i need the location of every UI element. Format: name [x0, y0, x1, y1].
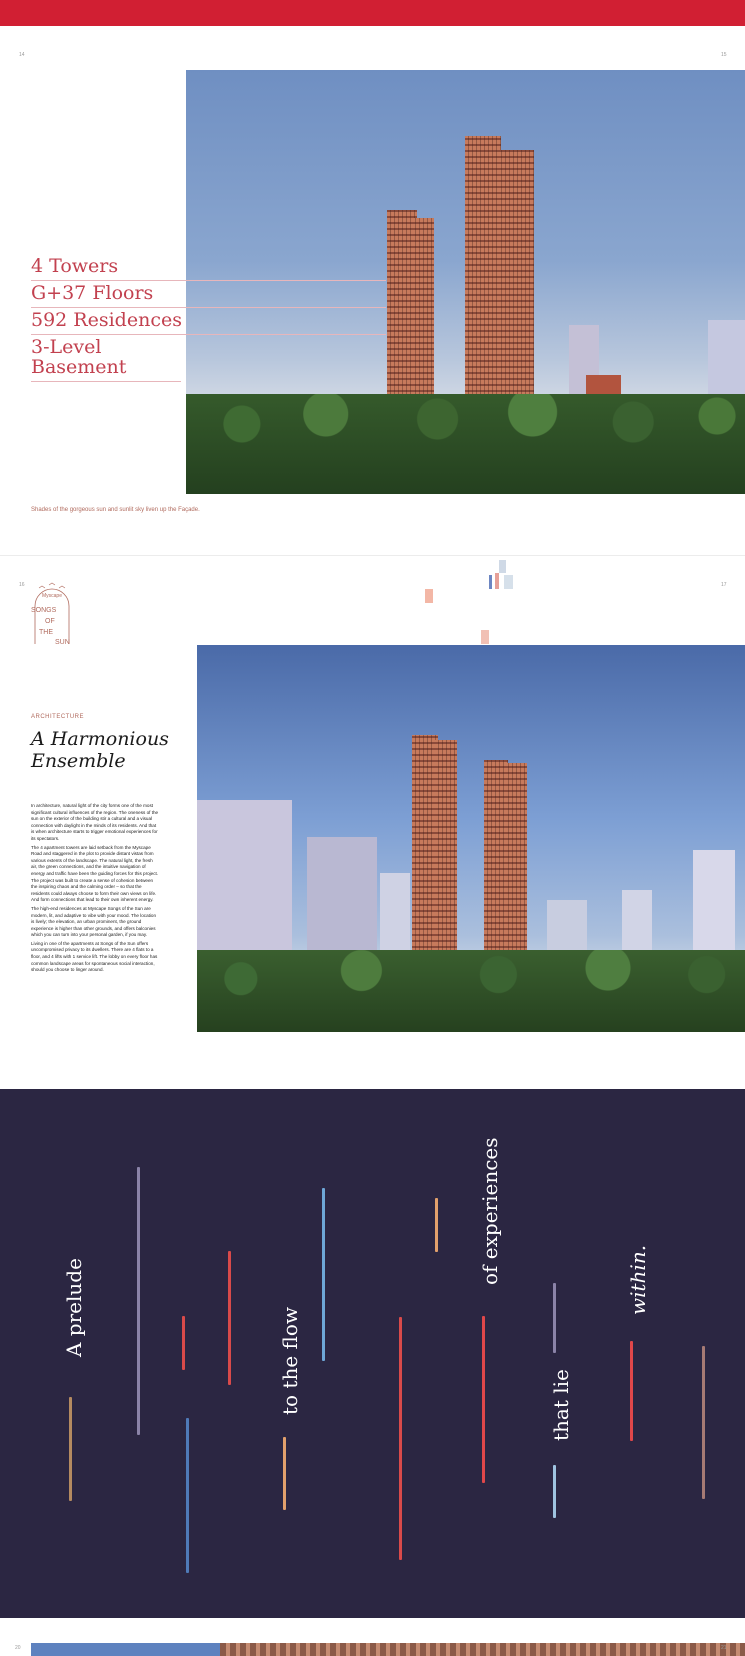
logo-line1: SONGS — [31, 607, 57, 614]
paragraph: The 4 apartment towers are laid setback from the Myscape Road and staggered in the plot to provide distant vistas from various extents of the landscape. The natural light, the fresh air, the green connections, and the intuitive navigation of energy and traffic have been the guiding forces for this project. The project was built to create a sense of cohesion between the inspiring chaos and the calming order – so that the residents could always choose to form their own views on life. And form connections that lead to their own inherent energy. — [31, 844, 159, 903]
section-heading — [31, 728, 181, 772]
accent-bar — [182, 1316, 185, 1370]
tower-front-b — [435, 740, 457, 970]
decor-square — [495, 573, 499, 589]
ensemble-photo — [197, 645, 745, 1032]
accent-bar — [553, 1465, 556, 1518]
accent-bar — [228, 1251, 231, 1385]
accent-bar — [322, 1188, 325, 1361]
accent-bar — [435, 1198, 438, 1252]
stat-residences: 592 Residences — [31, 308, 386, 335]
accent-bar — [399, 1317, 402, 1560]
page-divider — [0, 555, 745, 556]
logo-line3: THE — [39, 629, 53, 636]
paragraph: In architecture, natural light of the city forms one of the most significant cultural influences of the region. The oneness of the sun on the exterior of the building stir a cultural and a visual connection with daylight in the minds of its residents. And that is when architecture starts to trigger emotional experiences for its spectators. — [31, 803, 159, 841]
prelude-panel — [0, 1089, 745, 1618]
accent-bar — [553, 1283, 556, 1353]
stat-towers: 4 Towers — [31, 254, 386, 281]
background-building — [693, 850, 735, 960]
paragraph: The high-end residences at Myscape Songs of the Sun are modern, lit, and adaptive to vibe with your mood. The location is lively; the elevation, an urban prominent, the ground experience is higher than other grounds, and offers balconies which you can turn into your personal garden, if you may. — [31, 905, 157, 938]
page-number-left: 20 — [15, 1645, 21, 1651]
page-number-right: 21 — [721, 1645, 727, 1651]
logo-line4: SUN — [55, 639, 70, 646]
songs-of-the-sun-logo — [31, 580, 73, 646]
heading-line1: A Harmonious — [31, 728, 169, 750]
accent-bar — [630, 1341, 633, 1441]
next-page-building — [220, 1643, 745, 1656]
logo-line2: OF — [45, 618, 55, 625]
decor-square — [489, 575, 492, 589]
tree-canopy — [186, 394, 745, 494]
stat-floors: G+37 Floors — [31, 281, 386, 308]
phrase-that-lie: that lie — [549, 1369, 573, 1441]
architecture-body-text — [31, 803, 160, 976]
page-number-right: 17 — [721, 582, 727, 588]
tower-back-b — [505, 763, 527, 970]
project-stats — [31, 254, 386, 382]
accent-bar — [702, 1346, 705, 1499]
phrase-a-prelude: A prelude — [62, 1258, 86, 1357]
accent-bar — [283, 1437, 286, 1510]
accent-bar — [186, 1418, 189, 1573]
facade-caption: Shades of the gorgeous sun and sunlit sky liven up the Façade. — [31, 507, 200, 513]
page-number-left: 14 — [19, 52, 25, 58]
logo-brand: Myscape — [41, 593, 63, 599]
decor-square — [481, 630, 489, 644]
phrase-within: within. — [626, 1244, 650, 1315]
accent-bar — [137, 1167, 140, 1435]
decor-square — [499, 560, 506, 573]
accent-bar — [69, 1397, 72, 1501]
page-number-left: 16 — [19, 582, 25, 588]
phrase-of-experiences: of experiences — [478, 1137, 502, 1285]
section-kicker: ARCHITECTURE — [31, 714, 85, 720]
decor-square — [425, 589, 433, 603]
top-color-bar — [0, 0, 745, 26]
tree-canopy — [197, 950, 745, 1032]
decor-square — [504, 575, 513, 589]
heading-line2: Ensemble — [31, 750, 126, 772]
stat-basement: 3-Level Basement — [31, 335, 181, 382]
paragraph: Living in one of the apartments at Songs of the Sun offers uncompromised privacy to its dwellers. There are 4 flats to a floor, and 4 lifts with 1 service lift. The lobby on every floor has common landscape areas for spontaneous social interaction, should you choose to linger around. — [31, 940, 158, 973]
phrase-to-the-flow: to the flow — [278, 1306, 302, 1415]
page-number-right: 15 — [721, 52, 727, 58]
accent-bar — [482, 1316, 485, 1483]
